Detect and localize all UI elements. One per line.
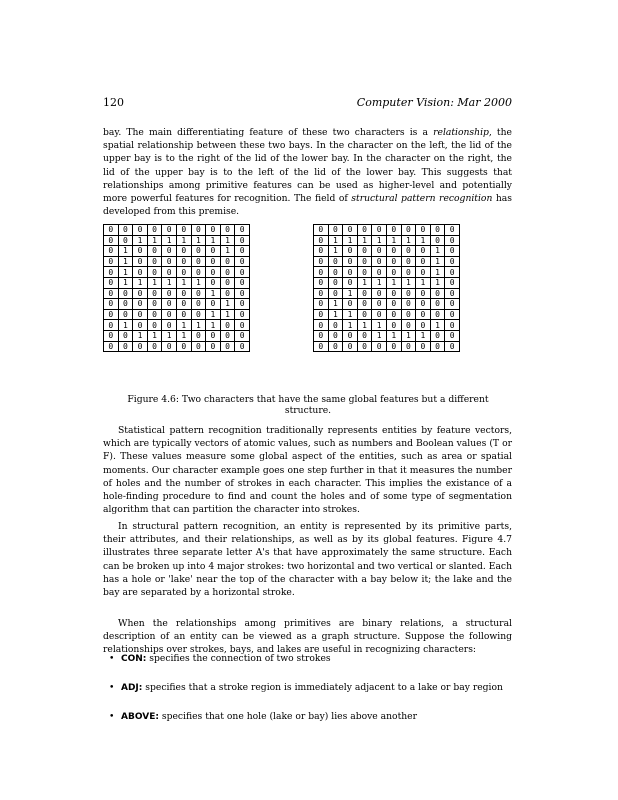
grid-cell: 1 xyxy=(343,288,358,299)
grid-cell: 0 xyxy=(162,246,177,257)
grid-cell: 1 xyxy=(133,235,148,246)
grid-cell: 0 xyxy=(235,235,250,246)
paragraph-intro-text-1: bay. The main differentiating feature of these two characters is a xyxy=(103,127,434,138)
grid-cell: 0 xyxy=(147,299,162,310)
grid-cell: 0 xyxy=(328,256,343,267)
grid-row xyxy=(104,309,250,320)
grid-cell: 0 xyxy=(118,235,133,246)
emphasis-relationship: relationship xyxy=(433,127,489,138)
figure-binary-characters xyxy=(103,224,513,374)
grid-cell: 0 xyxy=(191,288,206,299)
grid-cell: 0 xyxy=(206,267,221,278)
grid-cell: 0 xyxy=(343,277,358,288)
grid-cell: 0 xyxy=(147,341,162,352)
grid-cell: 0 xyxy=(416,225,431,236)
grid-cell: 0 xyxy=(133,267,148,278)
grid-cell: 0 xyxy=(386,320,401,331)
grid-cell: 1 xyxy=(328,299,343,310)
grid-cell: 0 xyxy=(162,309,177,320)
left-character-grid xyxy=(103,224,250,352)
grid-cell: 1 xyxy=(386,330,401,341)
grid-cell: 0 xyxy=(328,341,343,352)
grid-cell: 1 xyxy=(162,277,177,288)
grid-cell: 1 xyxy=(118,277,133,288)
paragraph-intro xyxy=(103,126,512,218)
grid-cell: 1 xyxy=(176,330,191,341)
grid-cell: 1 xyxy=(343,320,358,331)
grid-cell: 0 xyxy=(118,330,133,341)
grid-cell: 0 xyxy=(220,267,235,278)
grid-cell: 0 xyxy=(357,267,372,278)
grid-cell: 1 xyxy=(191,235,206,246)
grid-cell: 0 xyxy=(401,225,416,236)
running-title: Computer Vision: Mar 2000 xyxy=(356,96,512,109)
grid-row xyxy=(104,267,250,278)
grid-cell: 0 xyxy=(401,341,416,352)
grid-cell: 0 xyxy=(372,299,387,310)
grid-cell: 0 xyxy=(235,299,250,310)
grid-cell: 0 xyxy=(445,277,460,288)
grid-cell: 0 xyxy=(328,288,343,299)
grid-cell: 0 xyxy=(416,256,431,267)
grid-cell: 0 xyxy=(176,309,191,320)
grid-cell: 0 xyxy=(206,225,221,236)
grid-cell: 1 xyxy=(176,277,191,288)
grid-cell: 1 xyxy=(220,299,235,310)
grid-cell: 1 xyxy=(328,246,343,257)
grid-cell: 0 xyxy=(235,267,250,278)
grid-cell: 0 xyxy=(104,330,119,341)
relation-desc: specifies the connection of two strokes xyxy=(146,653,331,664)
grid-cell: 1 xyxy=(162,330,177,341)
grid-cell: 0 xyxy=(104,267,119,278)
grid-cell: 0 xyxy=(314,299,329,310)
grid-cell: 0 xyxy=(133,309,148,320)
grid-cell: 1 xyxy=(133,330,148,341)
grid-cell: 0 xyxy=(147,246,162,257)
grid-cell: 0 xyxy=(401,288,416,299)
grid-row xyxy=(314,330,460,341)
grid-cell: 0 xyxy=(386,299,401,310)
paragraph-relations: When the relationships among primitives are binary relations, a structural description of an entity can be viewed as a graph structure. Suppose the following relationships over strokes, bays, and lakes are useful in recognizing characters: xyxy=(103,618,512,656)
grid-cell: 0 xyxy=(314,256,329,267)
grid-cell: 0 xyxy=(235,330,250,341)
grid-cell: 1 xyxy=(343,309,358,320)
grid-cell: 0 xyxy=(147,320,162,331)
grid-cell: 1 xyxy=(220,235,235,246)
grid-cell: 0 xyxy=(430,299,445,310)
grid-cell: 0 xyxy=(357,299,372,310)
grid-cell: 0 xyxy=(416,299,431,310)
emphasis-structural-pattern-recognition: structural pattern recognition xyxy=(351,193,493,205)
grid-cell: 0 xyxy=(445,225,460,236)
grid-row xyxy=(104,256,250,267)
grid-cell: 1 xyxy=(147,330,162,341)
grid-cell: 0 xyxy=(191,299,206,310)
relation-desc: specifies that one hole (lake or bay) lies above another xyxy=(158,711,418,722)
grid-cell: 0 xyxy=(104,256,119,267)
grid-cell: 0 xyxy=(401,246,416,257)
grid-cell: 1 xyxy=(147,235,162,246)
grid-cell: 0 xyxy=(191,341,206,352)
grid-cell: 0 xyxy=(133,299,148,310)
grid-cell: 0 xyxy=(416,320,431,331)
relation-term: ABOVE: xyxy=(121,712,159,722)
grid-cell: 0 xyxy=(220,341,235,352)
paragraph-intro-text-2: , the spatial relationship between these two bays. In the character on the left, the lid of the upper bay is to the right of the lid of the lower bay. In the character on the right, the lid of the upper bay is to the left of the lid of the lower bay. This suggests that relationships among primitive features can be used as higher-level and potentially more powerful features for recognition. The field of xyxy=(103,127,512,205)
grid-cell: 1 xyxy=(416,330,431,341)
grid-cell: 0 xyxy=(401,256,416,267)
grid-cell: 0 xyxy=(118,225,133,236)
grid-cell: 0 xyxy=(445,235,460,246)
grid-cell: 0 xyxy=(162,256,177,267)
bullet-icon: • xyxy=(109,682,115,693)
grid-cell: 0 xyxy=(416,288,431,299)
grid-cell: 0 xyxy=(328,320,343,331)
grid-cell: 0 xyxy=(386,288,401,299)
grid-cell: 0 xyxy=(328,267,343,278)
grid-cell: 1 xyxy=(328,235,343,246)
grid-cell: 0 xyxy=(386,246,401,257)
grid-cell: 0 xyxy=(118,299,133,310)
grid-cell: 1 xyxy=(191,277,206,288)
grid-cell: 0 xyxy=(386,341,401,352)
grid-cell: 0 xyxy=(445,299,460,310)
paragraph-intro-text-3: has developed from this premise. xyxy=(103,193,512,218)
grid-cell: 0 xyxy=(147,309,162,320)
grid-cell: 0 xyxy=(176,225,191,236)
grid-cell: 1 xyxy=(401,330,416,341)
grid-cell: 1 xyxy=(430,256,445,267)
grid-cell: 1 xyxy=(206,320,221,331)
grid-cell: 0 xyxy=(147,256,162,267)
grid-cell: 0 xyxy=(328,225,343,236)
grid-cell: 0 xyxy=(314,330,329,341)
grid-cell: 0 xyxy=(118,309,133,320)
grid-cell: 0 xyxy=(162,299,177,310)
grid-cell: 1 xyxy=(206,309,221,320)
grid-cell: 0 xyxy=(343,225,358,236)
grid-cell: 0 xyxy=(104,320,119,331)
bullet-icon: • xyxy=(109,711,115,722)
grid-cell: 0 xyxy=(386,225,401,236)
grid-cell: 0 xyxy=(430,309,445,320)
grid-cell: 0 xyxy=(343,341,358,352)
grid-cell: 0 xyxy=(235,320,250,331)
grid-cell: 0 xyxy=(176,267,191,278)
grid-cell: 0 xyxy=(314,246,329,257)
grid-row xyxy=(104,299,250,310)
grid-row xyxy=(314,267,460,278)
bullet-icon: • xyxy=(109,653,115,664)
grid-cell: 1 xyxy=(220,309,235,320)
paragraph-statistical: Statistical pattern recognition traditionally represents entities by feature vectors, which are typically vectors of atomic values, such as numbers and Boolean values (T or F). These values measure some global aspect of the entities, such as area or spatial moments. Our character example goes one step further in that it measures the number of holes and the number of strokes in each character. This implies the existance of a hole-finding procedure to find and count the holes and of some type of segmentation algorithm that can partition the character into strokes. xyxy=(103,425,512,516)
grid-cell: 0 xyxy=(162,341,177,352)
grid-row xyxy=(314,246,460,257)
grid-cell: 0 xyxy=(343,246,358,257)
grid-cell: 0 xyxy=(430,235,445,246)
grid-row xyxy=(104,277,250,288)
grid-cell: 0 xyxy=(401,320,416,331)
grid-cell: 0 xyxy=(118,288,133,299)
grid-cell: 0 xyxy=(445,267,460,278)
grid-cell: 0 xyxy=(343,256,358,267)
grid-cell: 0 xyxy=(372,246,387,257)
grid-cell: 0 xyxy=(206,277,221,288)
grid-cell: 0 xyxy=(445,341,460,352)
grid-cell: 0 xyxy=(206,246,221,257)
grid-cell: 0 xyxy=(104,235,119,246)
grid-cell: 0 xyxy=(445,309,460,320)
grid-cell: 0 xyxy=(416,341,431,352)
grid-cell: 0 xyxy=(386,309,401,320)
grid-cell: 0 xyxy=(220,225,235,236)
grid-cell: 1 xyxy=(401,277,416,288)
grid-row xyxy=(314,277,460,288)
grid-cell: 0 xyxy=(206,341,221,352)
grid-cell: 0 xyxy=(191,267,206,278)
grid-cell: 0 xyxy=(416,246,431,257)
grid-cell: 0 xyxy=(206,299,221,310)
grid-cell: 1 xyxy=(328,309,343,320)
grid-cell: 0 xyxy=(401,267,416,278)
grid-cell: 0 xyxy=(147,267,162,278)
grid-cell: 0 xyxy=(386,256,401,267)
grid-cell: 0 xyxy=(372,309,387,320)
grid-cell: 0 xyxy=(357,288,372,299)
figure-caption: Figure 4.6: Two characters that have the same global features but a different structure. xyxy=(127,394,489,416)
grid-cell: 1 xyxy=(118,320,133,331)
grid-row xyxy=(104,235,250,246)
grid-cell: 0 xyxy=(176,256,191,267)
grid-cell: 0 xyxy=(220,256,235,267)
grid-row xyxy=(314,299,460,310)
grid-cell: 0 xyxy=(133,256,148,267)
grid-cell: 0 xyxy=(328,277,343,288)
grid-cell: 0 xyxy=(235,246,250,257)
grid-cell: 1 xyxy=(372,320,387,331)
grid-cell: 0 xyxy=(104,246,119,257)
grid-cell: 0 xyxy=(162,267,177,278)
grid-cell: 0 xyxy=(147,288,162,299)
grid-cell: 1 xyxy=(176,235,191,246)
grid-cell: 0 xyxy=(343,267,358,278)
list-item xyxy=(103,652,512,666)
grid-cell: 1 xyxy=(430,246,445,257)
grid-row xyxy=(314,341,460,352)
grid-cell: 1 xyxy=(372,330,387,341)
grid-cell: 0 xyxy=(220,288,235,299)
grid-cell: 0 xyxy=(416,267,431,278)
grid-cell: 1 xyxy=(372,235,387,246)
grid-cell: 0 xyxy=(401,299,416,310)
page-header xyxy=(103,96,512,112)
grid-cell: 0 xyxy=(235,256,250,267)
grid-cell: 1 xyxy=(416,235,431,246)
relation-term: CON: xyxy=(121,654,147,664)
grid-cell: 0 xyxy=(343,330,358,341)
grid-cell: 0 xyxy=(416,309,431,320)
grid-cell: 0 xyxy=(235,309,250,320)
grid-cell: 0 xyxy=(372,256,387,267)
grid-cell: 0 xyxy=(430,288,445,299)
grid-row xyxy=(314,235,460,246)
grid-cell: 1 xyxy=(430,320,445,331)
grid-cell: 0 xyxy=(357,256,372,267)
grid-cell: 1 xyxy=(430,277,445,288)
grid-cell: 0 xyxy=(314,277,329,288)
grid-cell: 0 xyxy=(104,277,119,288)
grid-cell: 0 xyxy=(314,225,329,236)
grid-row xyxy=(314,309,460,320)
grid-cell: 0 xyxy=(133,288,148,299)
grid-cell: 0 xyxy=(430,341,445,352)
grid-cell: 0 xyxy=(445,246,460,257)
grid-cell: 1 xyxy=(162,235,177,246)
grid-cell: 0 xyxy=(176,299,191,310)
grid-cell: 0 xyxy=(343,299,358,310)
grid-cell: 1 xyxy=(176,320,191,331)
grid-cell: 0 xyxy=(133,225,148,236)
grid-cell: 0 xyxy=(445,256,460,267)
grid-cell: 0 xyxy=(430,330,445,341)
grid-cell: 0 xyxy=(104,341,119,352)
grid-cell: 1 xyxy=(386,277,401,288)
grid-cell: 1 xyxy=(343,235,358,246)
list-item xyxy=(103,710,512,724)
grid-cell: 1 xyxy=(118,246,133,257)
grid-row xyxy=(314,256,460,267)
grid-cell: 1 xyxy=(147,277,162,288)
grid-cell: 1 xyxy=(206,235,221,246)
grid-cell: 0 xyxy=(430,225,445,236)
grid-cell: 0 xyxy=(357,309,372,320)
grid-cell: 0 xyxy=(401,309,416,320)
relation-term: ADJ: xyxy=(121,683,143,693)
grid-cell: 0 xyxy=(220,320,235,331)
grid-cell: 0 xyxy=(220,330,235,341)
grid-cell: 1 xyxy=(133,277,148,288)
grid-cell: 0 xyxy=(191,330,206,341)
grid-cell: 0 xyxy=(357,330,372,341)
grid-row xyxy=(314,320,460,331)
grid-cell: 1 xyxy=(357,320,372,331)
grid-cell: 1 xyxy=(357,277,372,288)
grid-cell: 0 xyxy=(235,341,250,352)
grid-cell: 0 xyxy=(133,246,148,257)
grid-cell: 1 xyxy=(191,320,206,331)
grid-cell: 0 xyxy=(235,225,250,236)
grid-cell: 1 xyxy=(118,267,133,278)
grid-cell: 0 xyxy=(372,267,387,278)
grid-cell: 0 xyxy=(357,246,372,257)
grid-cell: 0 xyxy=(372,288,387,299)
grid-cell: 0 xyxy=(357,341,372,352)
relation-desc: specifies that a stroke region is immediately adjacent to a lake or bay region xyxy=(142,682,503,693)
grid-cell: 1 xyxy=(386,235,401,246)
grid-cell: 0 xyxy=(176,288,191,299)
grid-cell: 0 xyxy=(191,225,206,236)
grid-cell: 0 xyxy=(191,256,206,267)
grid-cell: 0 xyxy=(147,225,162,236)
grid-cell: 0 xyxy=(314,267,329,278)
grid-cell: 1 xyxy=(430,267,445,278)
grid-row xyxy=(314,288,460,299)
grid-cell: 0 xyxy=(191,246,206,257)
grid-cell: 0 xyxy=(104,299,119,310)
grid-cell: 0 xyxy=(235,277,250,288)
grid-cell: 0 xyxy=(314,309,329,320)
grid-cell: 0 xyxy=(162,320,177,331)
grid-cell: 0 xyxy=(220,277,235,288)
grid-cell: 0 xyxy=(357,225,372,236)
grid-cell: 0 xyxy=(104,225,119,236)
grid-cell: 0 xyxy=(118,341,133,352)
grid-cell: 0 xyxy=(445,330,460,341)
grid-cell: 0 xyxy=(206,330,221,341)
grid-cell: 1 xyxy=(416,277,431,288)
grid-cell: 0 xyxy=(176,341,191,352)
grid-cell: 0 xyxy=(133,341,148,352)
grid-cell: 0 xyxy=(314,341,329,352)
grid-row xyxy=(104,288,250,299)
grid-cell: 1 xyxy=(206,288,221,299)
grid-row xyxy=(314,225,460,236)
list-item xyxy=(103,681,512,695)
grid-cell: 1 xyxy=(220,246,235,257)
grid-cell: 0 xyxy=(372,341,387,352)
grid-cell: 0 xyxy=(176,246,191,257)
grid-row xyxy=(104,330,250,341)
grid-cell: 0 xyxy=(235,288,250,299)
grid-row xyxy=(104,320,250,331)
grid-cell: 1 xyxy=(401,235,416,246)
grid-cell: 1 xyxy=(372,277,387,288)
grid-cell: 1 xyxy=(118,256,133,267)
grid-cell: 0 xyxy=(162,288,177,299)
grid-row xyxy=(104,341,250,352)
grid-cell: 0 xyxy=(191,309,206,320)
grid-cell: 0 xyxy=(206,256,221,267)
grid-cell: 0 xyxy=(104,288,119,299)
grid-cell: 0 xyxy=(386,267,401,278)
grid-cell: 0 xyxy=(445,320,460,331)
grid-cell: 0 xyxy=(133,320,148,331)
grid-cell: 0 xyxy=(104,309,119,320)
paragraph-structural: In structural pattern recognition, an entity is represented by its primitive parts, their attributes, and their relationships, as well as by its global features. Figure 4.7 illustrates three separate letter A's that have approximately the same structure. Each can be broken up into 4 major strokes: two horizontal and two vertical or slanted. Each has a hole or 'lake' near the top of the character with a bay below it; the lake and the bay are separated by a horizontal stroke. xyxy=(103,521,512,599)
grid-cell: 0 xyxy=(445,288,460,299)
page-number: 120 xyxy=(103,96,124,109)
grid-cell: 0 xyxy=(328,330,343,341)
right-character-grid xyxy=(313,224,460,352)
grid-cell: 0 xyxy=(314,235,329,246)
grid-row xyxy=(104,246,250,257)
grid-cell: 0 xyxy=(162,225,177,236)
grid-cell: 0 xyxy=(314,288,329,299)
grid-cell: 0 xyxy=(314,320,329,331)
grid-cell: 0 xyxy=(372,225,387,236)
grid-cell: 1 xyxy=(357,235,372,246)
relations-list xyxy=(103,652,512,739)
grid-row xyxy=(104,225,250,236)
